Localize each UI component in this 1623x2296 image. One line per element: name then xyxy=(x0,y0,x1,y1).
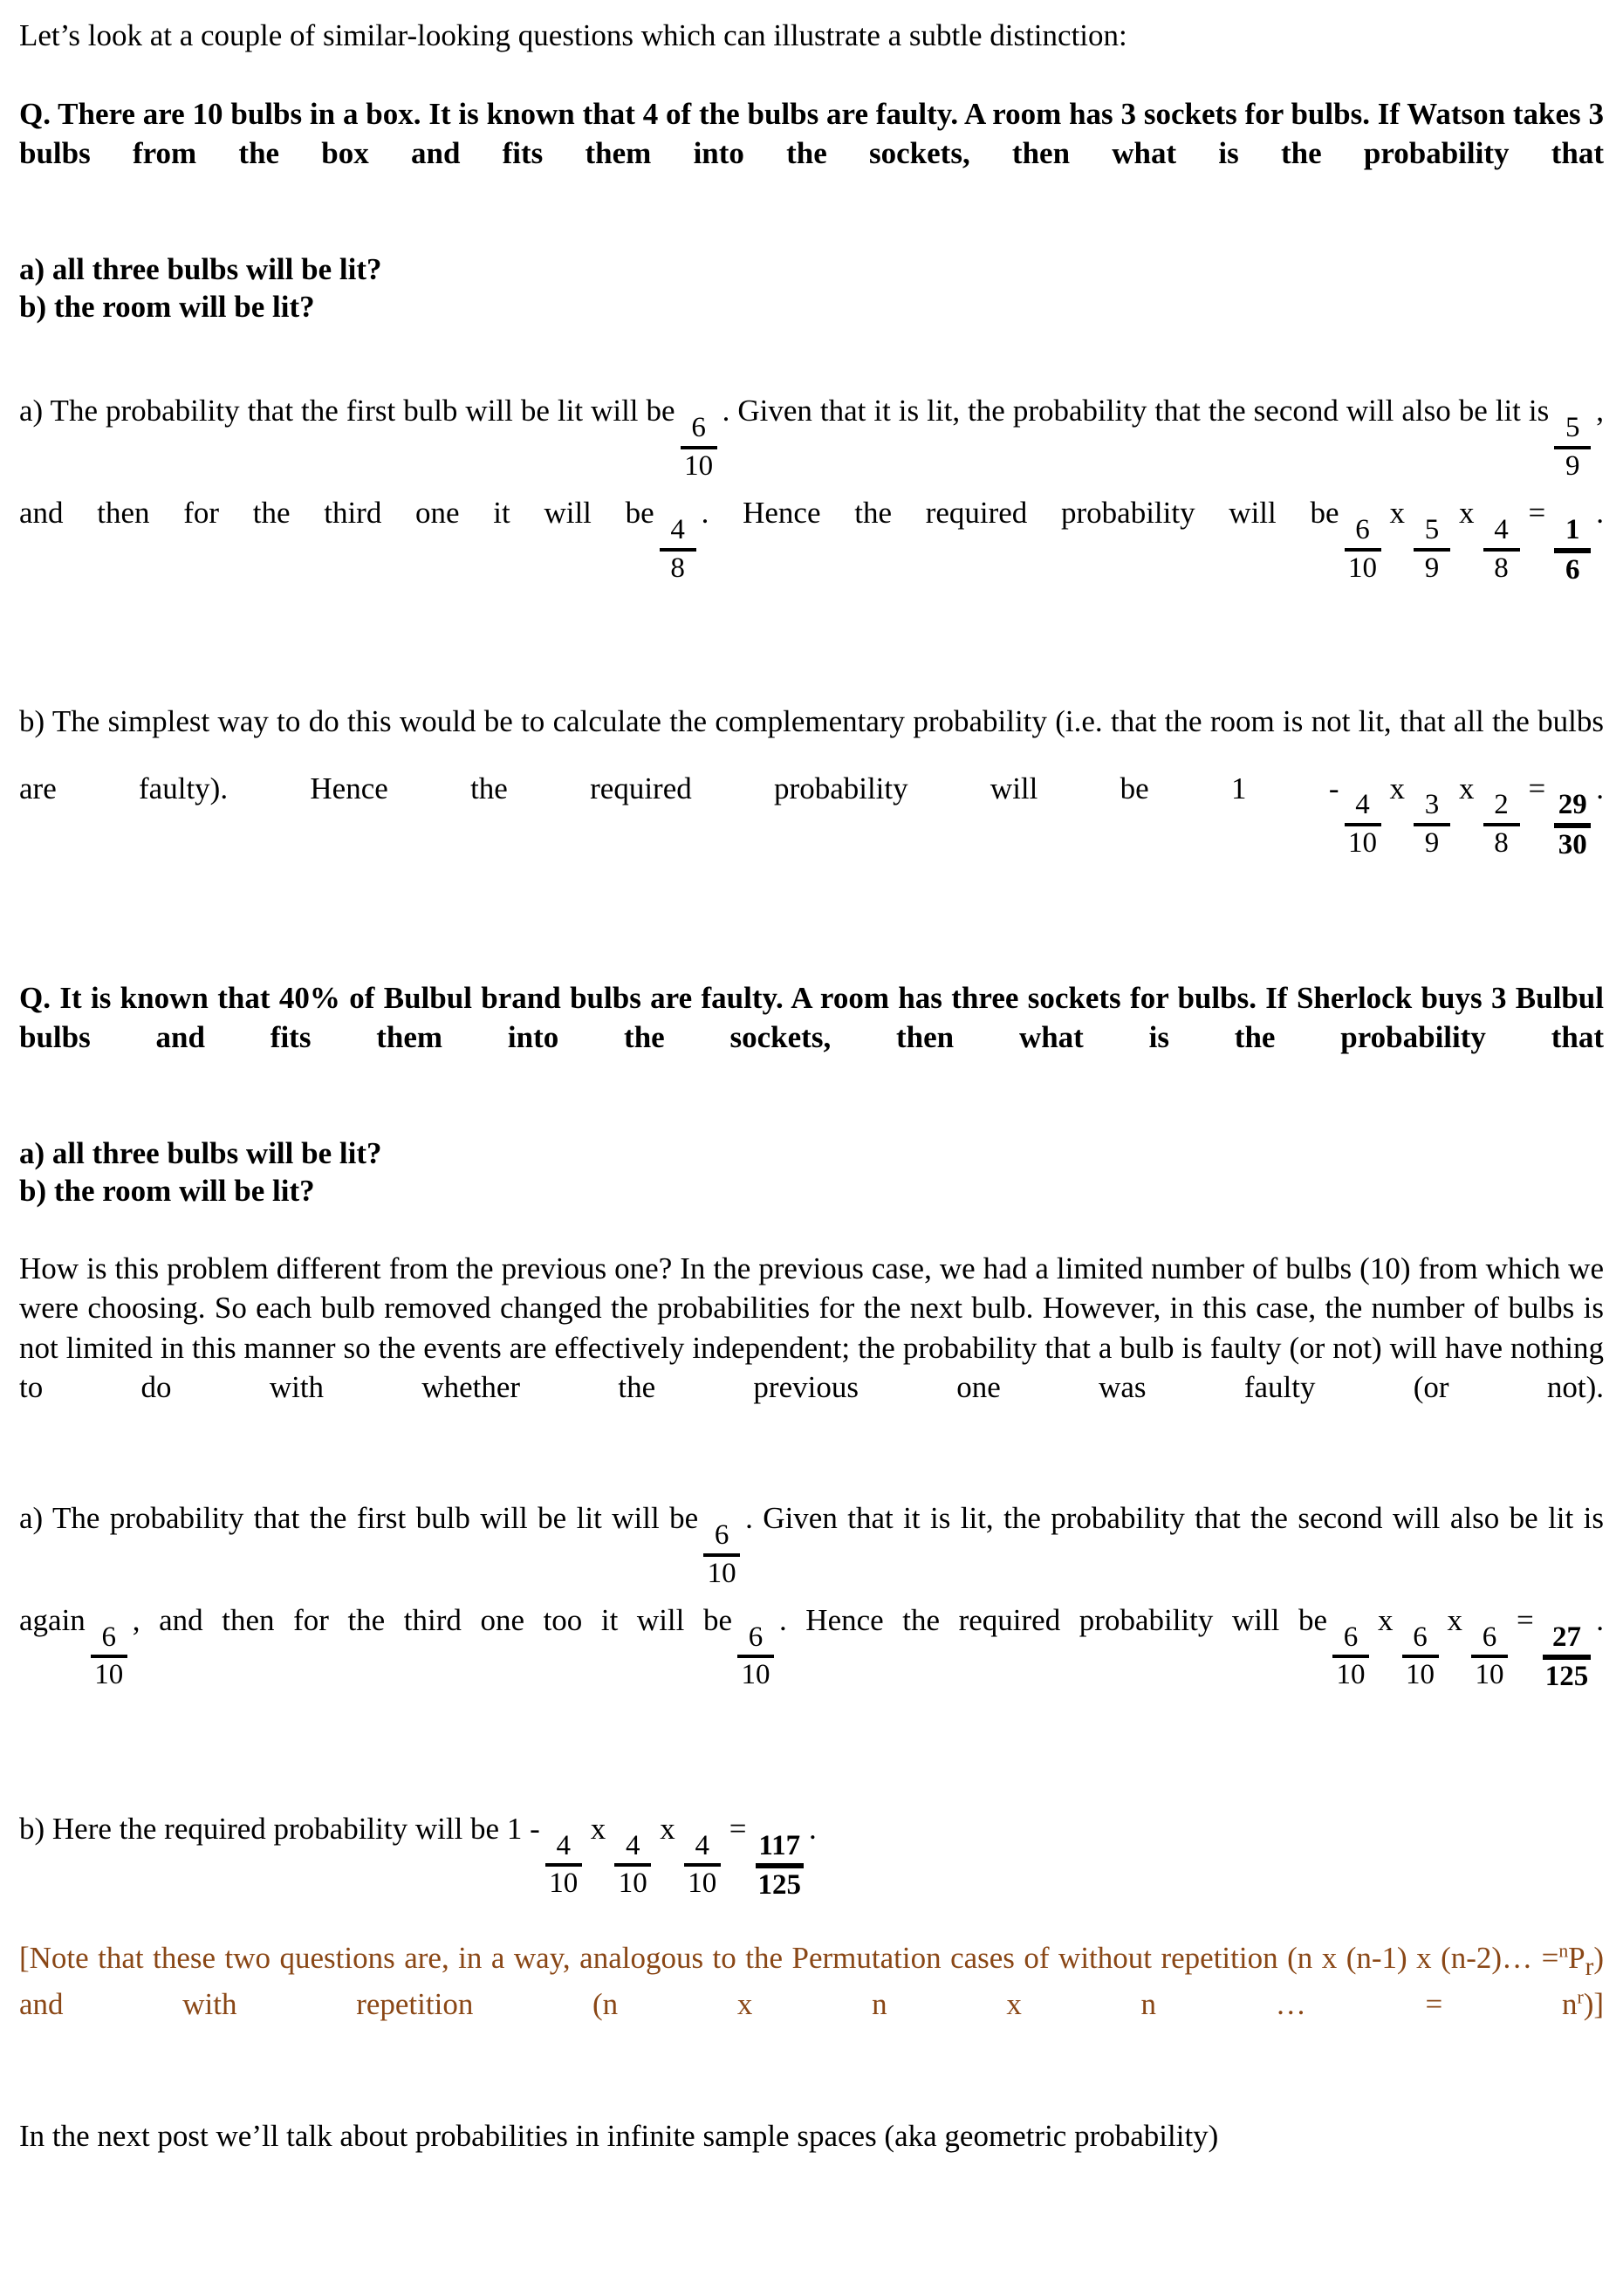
answer-1a-seg3: , and then for the third one it will be xyxy=(19,394,1605,531)
multiply-operator: x xyxy=(1389,771,1405,805)
answer-1a-seg4: . Hence the required probability will be xyxy=(701,496,1339,531)
spacer xyxy=(19,650,1604,689)
fraction-bar xyxy=(756,1863,805,1868)
fraction-result-1-6: 1 6 xyxy=(1554,516,1591,585)
note-line2: ) and with repetition (n x n x n … = n xyxy=(19,1940,1604,2021)
permutation-superscript-n: n xyxy=(1558,1940,1569,1962)
fraction-bar xyxy=(660,548,696,552)
question-1-part-b: b) the room will be lit? xyxy=(19,289,315,324)
question-1-text: Q. There are 10 bulbs in a box. It is known that 4 of the bulbs are faulty. A room has 3 sockets for bulbs. If Watson takes 3 bulbs from the box and fits them into the sockets, then what is the probability that xyxy=(19,96,1604,170)
answer-1a-paragraph xyxy=(19,378,1604,650)
fraction-bar xyxy=(1471,1655,1508,1658)
answer-1a-seg2: . Given that it is lit, the probability that the second will also be lit is xyxy=(722,394,1550,428)
fraction-bar xyxy=(1345,823,1381,826)
answer-2b-paragraph xyxy=(19,1796,1604,1900)
answer-2b-seg2: . xyxy=(809,1812,817,1846)
fraction-bar xyxy=(1345,548,1381,552)
fraction-3-9: $\frac{3}{9}$ xyxy=(1414,791,1450,858)
equals-operator: = xyxy=(1528,496,1546,531)
permutation-letter-p: P xyxy=(1568,1940,1585,1975)
fraction-bar xyxy=(1483,548,1520,552)
answer-2b-seg1: b) Here the required probability will be 1 - xyxy=(19,1812,540,1846)
multiply-operator: x xyxy=(1389,496,1406,531)
note-line1: [Note that these two questions are, in a way, analogous to the Permutation cases of without repetition (n x (n-1) x (n-2)… = xyxy=(19,1940,1559,1975)
fraction-4-10-m3: $\frac{4}{10}$ xyxy=(684,1832,721,1899)
answer-2a-seg2: . Given that it is lit, the probability that the second will also be lit is again xyxy=(19,1501,1605,1637)
spacer xyxy=(19,1758,1604,1796)
spacer xyxy=(19,2064,1604,2116)
spacer xyxy=(19,1210,1604,1249)
multiply-operator: x xyxy=(1459,496,1475,531)
fraction-result-29-30: 29 30 xyxy=(1554,791,1591,860)
question-2-part-b: b) the room will be lit? xyxy=(19,1173,315,1208)
answer-2a-seg3: , and then for the third one too it will be xyxy=(132,1602,732,1637)
fraction-6-10-m1: $\frac{6}{10}$ xyxy=(1332,1623,1369,1690)
fraction-bar xyxy=(737,1655,774,1658)
answer-1b-seg2: . xyxy=(1596,771,1604,805)
fraction-4-8: $\frac{4}{8}$ xyxy=(660,516,696,583)
answer-1a-seg1: a) The probability that the first bulb will be lit will be xyxy=(19,394,675,428)
fraction-bar xyxy=(91,1655,127,1658)
fraction-bar xyxy=(1543,1655,1592,1660)
permutation-notation xyxy=(1558,1940,1594,1981)
answer-2a-seg4: . Hence the required probability will be xyxy=(778,1602,1328,1637)
answer-1a-seg5: . xyxy=(1596,496,1605,531)
fraction-bar xyxy=(1414,823,1450,826)
fraction-bar xyxy=(545,1863,582,1867)
fraction-4-8-b: $\frac{4}{8}$ xyxy=(1483,516,1520,583)
fraction-2-8: $\frac{2}{8}$ xyxy=(1483,791,1520,858)
answer-2a-paragraph xyxy=(19,1485,1604,1758)
spacer xyxy=(19,1447,1604,1485)
spacer xyxy=(19,56,1604,94)
equals-operator: = xyxy=(1528,771,1546,805)
explanation-paragraph: How is this problem different from the previous one? In the previous case, we had a limited number of bulbs (10) from which we were choosing. So each bulb removed changed the probabilities for the next bulb. However, in this case, the number of bulbs is not limited in this manner so the events are effectively independent; the probability that a bulb is faulty (or not) will have nothing to do with whether the previous one was faulty (or not). xyxy=(19,1251,1604,1405)
answer-2a-seg1: a) The probability that the first bulb will be lit will be xyxy=(19,1501,699,1536)
multiply-operator: x xyxy=(590,1812,606,1846)
fraction-6-10: $\frac{6}{10}$ xyxy=(703,1521,740,1588)
question-2-text: Q. It is known that 40% of Bulbul brand bulbs are faulty. A room has three sockets for bulbs. If Sherlock buys 3 Bulbul bulbs and fits them into the sockets, then what is the probability that xyxy=(19,980,1604,1055)
permutation-subscript-r: r xyxy=(1585,1952,1594,1981)
fraction-bar xyxy=(1402,1655,1439,1658)
spacer xyxy=(19,213,1604,251)
closing-paragraph: In the next post we’ll talk about probabilities in infinite sample spaces (aka geometric probability) xyxy=(19,2118,1219,2153)
fraction-bar xyxy=(1483,823,1520,826)
spacer xyxy=(19,1900,1604,1938)
spacer xyxy=(19,326,1604,378)
fraction-bar xyxy=(1554,446,1591,449)
answer-1b-paragraph xyxy=(19,689,1604,925)
power-superscript-r: r xyxy=(1577,1986,1584,2008)
fraction-6-10-b: $\frac{6}{10}$ xyxy=(1345,516,1381,583)
fraction-bar xyxy=(614,1863,651,1867)
fraction-5-9-b: $\frac{5}{9}$ xyxy=(1414,516,1450,583)
question-1-part-a: a) all three bulbs will be lit? xyxy=(19,252,382,286)
fraction-4-10-m2: $\frac{4}{10}$ xyxy=(614,1832,651,1899)
spacer xyxy=(19,1097,1604,1135)
answer-1b-seg1: b) The simplest way to do this would be to calculate the complementary probability (i.e. that the room is not lit, that all the bulbs are faulty). Hence the required probability will be 1 - xyxy=(19,704,1604,805)
multiply-operator: x xyxy=(660,1812,675,1846)
equals-operator: = xyxy=(1517,1602,1534,1637)
fraction-5-9: $\frac{5}{9}$ xyxy=(1554,414,1591,481)
question-2-part-a: a) all three bulbs will be lit? xyxy=(19,1136,382,1171)
fraction-4-10: $\frac{4}{10}$ xyxy=(1345,791,1381,858)
fraction-bar xyxy=(1414,548,1450,552)
answer-2a-seg5: . xyxy=(1596,1602,1605,1637)
fraction-result-117-125: 117 125 xyxy=(756,1832,805,1901)
fraction-6-10-m2: $\frac{6}{10}$ xyxy=(1402,1623,1439,1690)
fraction-bar xyxy=(1554,823,1591,828)
fraction-4-10-m1: $\frac{4}{10}$ xyxy=(545,1832,582,1899)
fraction-result-27-125: 27 125 xyxy=(1543,1623,1592,1692)
fraction-bar xyxy=(681,446,717,449)
fraction-bar xyxy=(1554,548,1591,553)
fraction-bar xyxy=(1332,1655,1369,1658)
fraction-bar xyxy=(684,1863,721,1867)
fraction-6-10-again: $\frac{6}{10}$ xyxy=(91,1623,127,1690)
spacer xyxy=(19,926,1604,978)
multiply-operator: x xyxy=(1378,1602,1394,1637)
multiply-operator: x xyxy=(1459,771,1475,805)
intro-paragraph: Let’s look at a couple of similar-looking questions which can illustrate a subtle distinction: xyxy=(19,18,1127,52)
fraction-6-10-third: $\frac{6}{10}$ xyxy=(737,1623,774,1690)
fraction-6-10: $\frac{6}{10}$ xyxy=(681,414,717,481)
equals-operator: = xyxy=(729,1812,747,1846)
fraction-bar xyxy=(703,1553,740,1557)
note-line3: )] xyxy=(1583,1986,1604,2021)
multiply-operator: x xyxy=(1447,1602,1463,1637)
fraction-6-10-m3: $\frac{6}{10}$ xyxy=(1471,1623,1508,1690)
note-paragraph xyxy=(19,1938,1604,2064)
